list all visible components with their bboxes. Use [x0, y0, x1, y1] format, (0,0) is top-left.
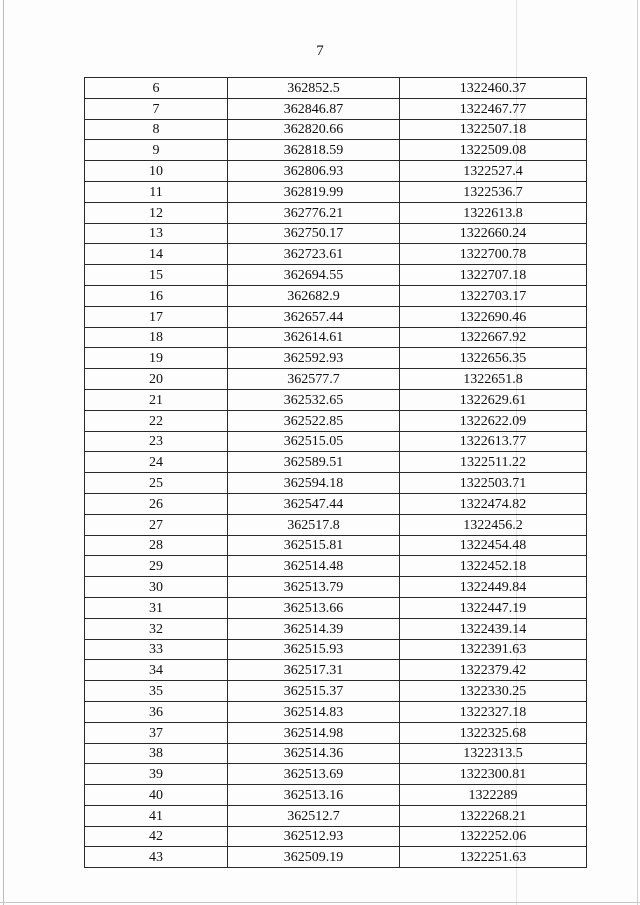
table-row — [85, 701, 587, 722]
table-row — [85, 556, 587, 577]
point-number-cell: 14 — [85, 244, 228, 265]
point-number-cell: 35 — [85, 681, 228, 702]
table-row — [85, 452, 587, 473]
y-coordinate-cell: 1322613.8 — [400, 202, 587, 223]
point-number-cell: 6 — [85, 78, 228, 99]
y-coordinate-cell: 1322667.92 — [400, 327, 587, 348]
y-coordinate-cell: 1322456.2 — [400, 514, 587, 535]
page-edge-left — [3, 0, 4, 905]
x-coordinate-cell: 362512.7 — [228, 805, 400, 826]
y-coordinate-cell: 1322454.48 — [400, 535, 587, 556]
x-coordinate-cell: 362592.93 — [228, 348, 400, 369]
point-number-cell: 11 — [85, 181, 228, 202]
y-coordinate-cell: 1322613.77 — [400, 431, 587, 452]
table-row — [85, 285, 587, 306]
x-coordinate-cell: 362577.7 — [228, 369, 400, 390]
table-row — [85, 785, 587, 806]
point-number-cell: 40 — [85, 785, 228, 806]
point-number-cell: 22 — [85, 410, 228, 431]
point-number-cell: 34 — [85, 660, 228, 681]
table-row — [85, 535, 587, 556]
table-row — [85, 847, 587, 868]
y-coordinate-cell: 1322656.35 — [400, 348, 587, 369]
x-coordinate-cell: 362515.81 — [228, 535, 400, 556]
table-row — [85, 597, 587, 618]
table-row — [85, 327, 587, 348]
table-row — [85, 181, 587, 202]
point-number-cell: 30 — [85, 577, 228, 598]
table-row — [85, 265, 587, 286]
table-row — [85, 493, 587, 514]
point-number-cell: 21 — [85, 389, 228, 410]
point-number-cell: 29 — [85, 556, 228, 577]
y-coordinate-cell: 1322509.08 — [400, 140, 587, 161]
x-coordinate-cell: 362513.16 — [228, 785, 400, 806]
x-coordinate-cell: 362514.39 — [228, 618, 400, 639]
y-coordinate-cell: 1322251.63 — [400, 847, 587, 868]
point-number-cell: 36 — [85, 701, 228, 722]
table-row — [85, 78, 587, 99]
table-row — [85, 306, 587, 327]
point-number-cell: 23 — [85, 431, 228, 452]
coordinates-table — [84, 77, 587, 868]
point-number-cell: 28 — [85, 535, 228, 556]
x-coordinate-cell: 362723.61 — [228, 244, 400, 265]
y-coordinate-cell: 1322300.81 — [400, 764, 587, 785]
point-number-cell: 32 — [85, 618, 228, 639]
x-coordinate-cell: 362514.48 — [228, 556, 400, 577]
point-number-cell: 33 — [85, 639, 228, 660]
point-number-cell: 8 — [85, 119, 228, 140]
x-coordinate-cell: 362532.65 — [228, 389, 400, 410]
point-number-cell: 19 — [85, 348, 228, 369]
y-coordinate-cell: 1322503.71 — [400, 473, 587, 494]
x-coordinate-cell: 362846.87 — [228, 98, 400, 119]
point-number-cell: 27 — [85, 514, 228, 535]
point-number-cell: 15 — [85, 265, 228, 286]
point-number-cell: 39 — [85, 764, 228, 785]
table-row — [85, 140, 587, 161]
point-number-cell: 31 — [85, 597, 228, 618]
x-coordinate-cell: 362513.66 — [228, 597, 400, 618]
y-coordinate-cell: 1322391.63 — [400, 639, 587, 660]
x-coordinate-cell: 362547.44 — [228, 493, 400, 514]
x-coordinate-cell: 362820.66 — [228, 119, 400, 140]
y-coordinate-cell: 1322252.06 — [400, 826, 587, 847]
x-coordinate-cell: 362657.44 — [228, 306, 400, 327]
y-coordinate-cell: 1322536.7 — [400, 181, 587, 202]
y-coordinate-cell: 1322379.42 — [400, 660, 587, 681]
x-coordinate-cell: 362515.05 — [228, 431, 400, 452]
x-coordinate-cell: 362694.55 — [228, 265, 400, 286]
y-coordinate-cell: 1322447.19 — [400, 597, 587, 618]
point-number-cell: 24 — [85, 452, 228, 473]
y-coordinate-cell: 1322325.68 — [400, 722, 587, 743]
y-coordinate-cell: 1322268.21 — [400, 805, 587, 826]
x-coordinate-cell: 362514.36 — [228, 743, 400, 764]
x-coordinate-cell: 362522.85 — [228, 410, 400, 431]
table-row — [85, 743, 587, 764]
y-coordinate-cell: 1322660.24 — [400, 223, 587, 244]
point-number-cell: 9 — [85, 140, 228, 161]
point-number-cell: 16 — [85, 285, 228, 306]
point-number-cell: 37 — [85, 722, 228, 743]
table-row — [85, 577, 587, 598]
page-edge-right — [637, 0, 638, 905]
y-coordinate-cell: 1322330.25 — [400, 681, 587, 702]
table-row — [85, 514, 587, 535]
table-row — [85, 660, 587, 681]
table-row — [85, 722, 587, 743]
table-row — [85, 223, 587, 244]
point-number-cell: 7 — [85, 98, 228, 119]
y-coordinate-cell: 1322439.14 — [400, 618, 587, 639]
x-coordinate-cell: 362750.17 — [228, 223, 400, 244]
point-number-cell: 25 — [85, 473, 228, 494]
y-coordinate-cell: 1322327.18 — [400, 701, 587, 722]
x-coordinate-cell: 362819.99 — [228, 181, 400, 202]
point-number-cell: 18 — [85, 327, 228, 348]
x-coordinate-cell: 362594.18 — [228, 473, 400, 494]
y-coordinate-cell: 1322449.84 — [400, 577, 587, 598]
y-coordinate-cell: 1322507.18 — [400, 119, 587, 140]
y-coordinate-cell: 1322527.4 — [400, 161, 587, 182]
table-row — [85, 681, 587, 702]
table-row — [85, 244, 587, 265]
table-row — [85, 98, 587, 119]
point-number-cell: 10 — [85, 161, 228, 182]
y-coordinate-cell: 1322289 — [400, 785, 587, 806]
table-row — [85, 431, 587, 452]
x-coordinate-cell: 362509.19 — [228, 847, 400, 868]
table-row — [85, 119, 587, 140]
y-coordinate-cell: 1322460.37 — [400, 78, 587, 99]
table-row — [85, 161, 587, 182]
point-number-cell: 41 — [85, 805, 228, 826]
y-coordinate-cell: 1322474.82 — [400, 493, 587, 514]
x-coordinate-cell: 362515.93 — [228, 639, 400, 660]
point-number-cell: 20 — [85, 369, 228, 390]
x-coordinate-cell: 362776.21 — [228, 202, 400, 223]
x-coordinate-cell: 362818.59 — [228, 140, 400, 161]
table-row — [85, 764, 587, 785]
page-edge-bottom — [0, 902, 640, 903]
x-coordinate-cell: 362512.93 — [228, 826, 400, 847]
x-coordinate-cell: 362514.83 — [228, 701, 400, 722]
y-coordinate-cell: 1322313.5 — [400, 743, 587, 764]
point-number-cell: 26 — [85, 493, 228, 514]
x-coordinate-cell: 362513.79 — [228, 577, 400, 598]
point-number-cell: 13 — [85, 223, 228, 244]
point-number-cell: 17 — [85, 306, 228, 327]
page-number: 7 — [316, 43, 324, 59]
x-coordinate-cell: 362514.98 — [228, 722, 400, 743]
y-coordinate-cell: 1322452.18 — [400, 556, 587, 577]
table-row — [85, 618, 587, 639]
table-row — [85, 389, 587, 410]
table-row — [85, 369, 587, 390]
table-row — [85, 202, 587, 223]
y-coordinate-cell: 1322707.18 — [400, 265, 587, 286]
y-coordinate-cell: 1322511.22 — [400, 452, 587, 473]
table-row — [85, 826, 587, 847]
y-coordinate-cell: 1322629.61 — [400, 389, 587, 410]
y-coordinate-cell: 1322700.78 — [400, 244, 587, 265]
x-coordinate-cell: 362517.8 — [228, 514, 400, 535]
y-coordinate-cell: 1322622.09 — [400, 410, 587, 431]
x-coordinate-cell: 362515.37 — [228, 681, 400, 702]
table-row — [85, 805, 587, 826]
x-coordinate-cell: 362513.69 — [228, 764, 400, 785]
table-row — [85, 639, 587, 660]
x-coordinate-cell: 362517.31 — [228, 660, 400, 681]
coordinates-table-body — [85, 78, 587, 868]
x-coordinate-cell: 362682.9 — [228, 285, 400, 306]
x-coordinate-cell: 362614.61 — [228, 327, 400, 348]
table-row — [85, 410, 587, 431]
table-row — [85, 348, 587, 369]
point-number-cell: 43 — [85, 847, 228, 868]
x-coordinate-cell: 362852.5 — [228, 78, 400, 99]
y-coordinate-cell: 1322651.8 — [400, 369, 587, 390]
point-number-cell: 38 — [85, 743, 228, 764]
y-coordinate-cell: 1322467.77 — [400, 98, 587, 119]
point-number-cell: 42 — [85, 826, 228, 847]
x-coordinate-cell: 362589.51 — [228, 452, 400, 473]
y-coordinate-cell: 1322690.46 — [400, 306, 587, 327]
table-row — [85, 473, 587, 494]
x-coordinate-cell: 362806.93 — [228, 161, 400, 182]
point-number-cell: 12 — [85, 202, 228, 223]
y-coordinate-cell: 1322703.17 — [400, 285, 587, 306]
